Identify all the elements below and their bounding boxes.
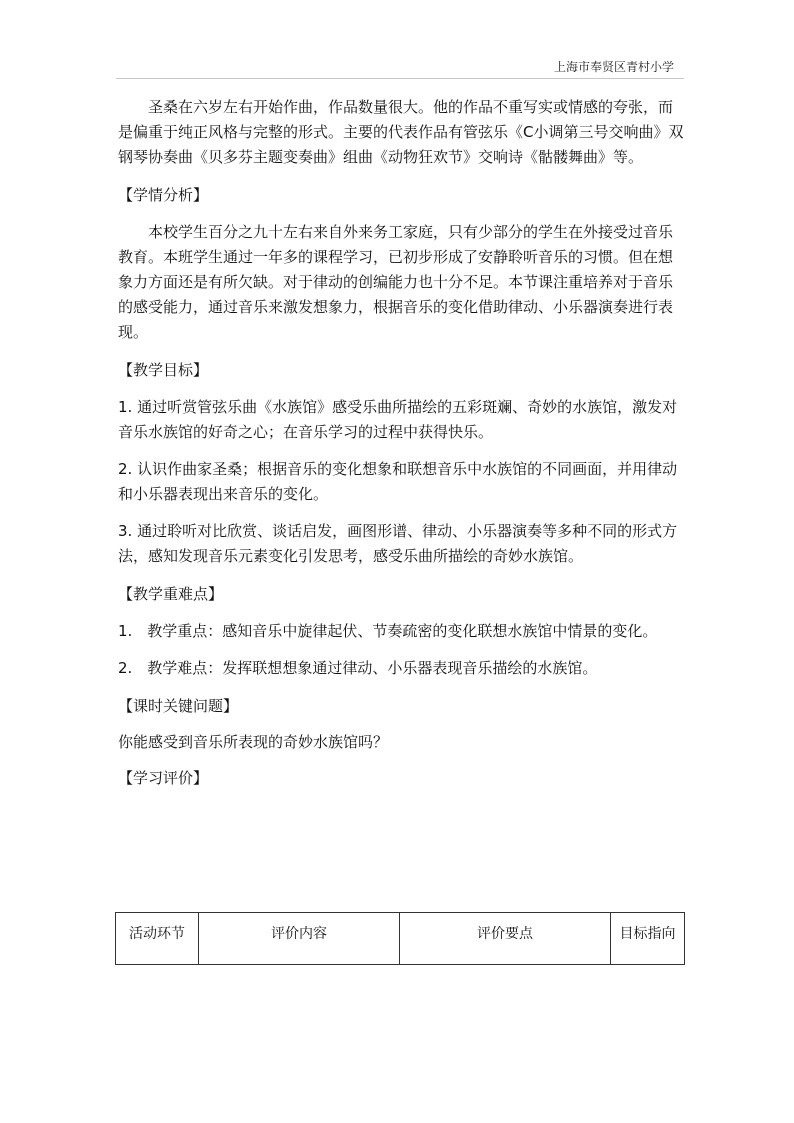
heading-key-question: 【课时关键问题】 <box>118 697 239 715</box>
table-header-cell: 评价要点 <box>400 913 611 965</box>
heading-student-analysis: 【学情分析】 <box>118 186 209 204</box>
goal-item-2: 2. 认识作曲家圣桑；根据音乐的变化想象和联想音乐中水族馆的不同画面，并用律动和小乐器表现出来音乐的变化。 <box>118 460 678 503</box>
evaluation-table-header-row <box>116 913 685 965</box>
evaluation-table <box>115 912 685 965</box>
key-question-text: 你能感受到音乐所表现的奇妙水族馆吗？ <box>118 733 389 751</box>
heading-key-points: 【教学重难点】 <box>118 585 224 603</box>
heading-teaching-goals: 【教学目标】 <box>118 361 209 379</box>
table-header-cell: 评价内容 <box>199 913 400 965</box>
table-header-cell: 目标指向 <box>611 913 685 965</box>
goal-item-3: 3. 通过聆听对比欣赏、谈话启发，画图形谱、律动、小乐器演奏等多种不同的形式方法，感知发现音乐元素变化引发思考，感受乐曲所描绘的奇妙水族馆。 <box>118 522 678 565</box>
header-school-name: 上海市奉贤区青村小学 <box>553 60 674 74</box>
key-point-item-1: 1. 教学重点：感知音乐中旋律起伏、节奏疏密的变化联想水族馆中情景的变化。 <box>118 622 658 640</box>
intro-paragraph: 圣桑在六岁左右开始作曲，作品数量很大。他的作品不重写实或情感的夸张，而是偏重于纯正风格与完整的形式。主要的代表作品有管弦乐《C小调第三号交响曲》双钢琴协奏曲《贝多芬主题变奏曲》组曲《动物狂欢节》交响诗《骷髅舞曲》等。 <box>118 98 684 166</box>
key-point-item-2: 2. 教学难点：发挥联想想象通过律动、小乐器表现音乐描绘的水族馆。 <box>118 659 598 677</box>
table-header-cell: 活动环节 <box>116 913 199 965</box>
document-body <box>118 95 684 803</box>
student-analysis-paragraph: 本校学生百分之九十左右来自外来务工家庭，只有少部分的学生在外接受过音乐教育。本班学生通过一年多的课程学习，已初步形成了安静聆听音乐的习惯。但在想象力方面还是有所欠缺。对于律动的创编能力也十分不足。本节课注重培养对于音乐的感受能力，通过音乐来激发想象力，根据音乐的变化借助律动、小乐器演奏进行表现。 <box>118 223 674 341</box>
heading-evaluation: 【学习评价】 <box>118 769 209 787</box>
goal-item-1: 1. 通过听赏管弦乐曲《水族馆》感受乐曲所描绘的五彩斑斓、奇妙的水族馆，激发对音乐水族馆的好奇之心；在音乐学习的过程中获得快乐。 <box>118 398 678 441</box>
header-divider <box>116 78 684 79</box>
